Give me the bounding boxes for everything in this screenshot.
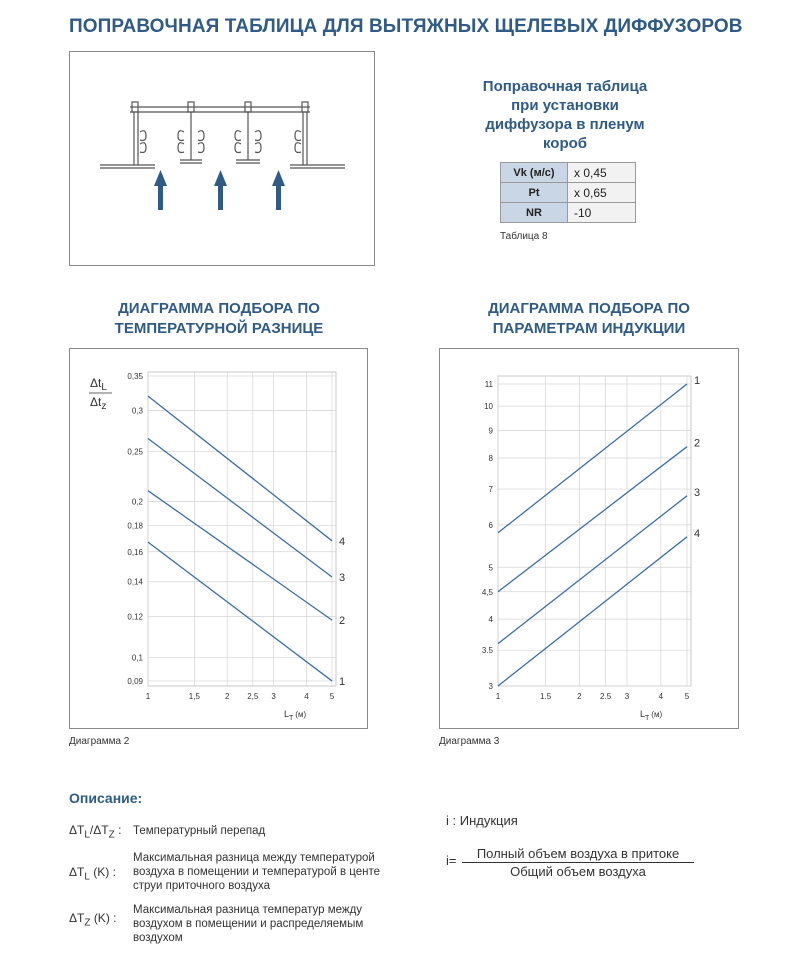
diagram3-title-line1: ДИАГРАММА ПОДБОРА ПО xyxy=(488,300,690,317)
diagram2-title xyxy=(69,299,369,339)
y-tick-label: 8 xyxy=(488,454,493,464)
x-tick-label: 4 xyxy=(304,692,309,701)
table-key: NR xyxy=(501,203,568,223)
series-label-2: 2 xyxy=(339,615,346,628)
correction-table-title: Поправочная таблица при установки диффузора в пленум короб xyxy=(482,78,648,152)
x-tick-label: 2 xyxy=(577,692,582,701)
diagram3-caption: Диаграмма 3 xyxy=(439,736,500,747)
series-label-4: 4 xyxy=(694,527,701,540)
y-tick-label: 5 xyxy=(488,563,493,573)
diagram2-panel xyxy=(69,348,368,729)
formula-denominator: Общий объем воздуха xyxy=(510,864,646,879)
table-row xyxy=(501,183,636,203)
x-axis-label: $L_T$ (м) xyxy=(284,709,307,722)
series-line-1 xyxy=(148,542,332,681)
diagram2-title-line2: ТЕМПЕРАТУРНОЙ РАЗНИЦЕ xyxy=(114,320,324,337)
y-tick-label: 11 xyxy=(484,380,493,389)
y-tick-label: 3.5 xyxy=(481,646,493,656)
series-line-4 xyxy=(498,537,687,686)
table-value: x 0,65 xyxy=(568,183,636,203)
diffuser-section-drawing xyxy=(70,52,374,265)
y-tick-label: 0,25 xyxy=(127,447,143,457)
induction-definition: i : Индукция xyxy=(446,813,518,828)
x-tick-label: 4 xyxy=(658,692,664,701)
y-tick-label: 9 xyxy=(488,426,493,436)
y-axis-label-numerator: $\Delta t_L$ xyxy=(90,376,107,393)
y-tick-label: 0,1 xyxy=(131,653,143,663)
description-text-3: Максимальная разница температур между воздухом в помещении и распределяемым воздухом xyxy=(133,904,364,944)
x-tick-label: 5 xyxy=(329,692,335,701)
x-tick-label: 1 xyxy=(145,692,151,701)
y-tick-label: 0,09 xyxy=(127,676,143,686)
x-tick-label: 1,5 xyxy=(188,692,200,701)
correction-table xyxy=(500,162,636,223)
y-tick-label: 0,16 xyxy=(127,547,143,557)
airflow-arrows xyxy=(154,170,285,210)
description-symbol-2: $\Delta T_L$ (K) : xyxy=(69,865,116,883)
description-text-1: Температурный перепад xyxy=(133,825,266,837)
description-symbol-3: $\Delta T_Z$ (K) : xyxy=(69,911,117,929)
plot-area xyxy=(498,376,691,686)
x-tick-label: 2.5 xyxy=(600,692,612,701)
series-label-3: 3 xyxy=(694,486,701,499)
diagram2-title-line1: ДИАГРАММА ПОДБОРА ПО xyxy=(118,300,320,317)
y-tick-label: 0,3 xyxy=(131,406,143,416)
description-symbol-1: $\Delta T_L/\Delta T_Z$ : xyxy=(69,823,122,841)
series-line-4 xyxy=(148,396,332,541)
series-label-1: 1 xyxy=(339,675,346,688)
series-label-4: 4 xyxy=(339,535,346,548)
y-tick-label: 10 xyxy=(484,402,493,412)
table-row xyxy=(501,203,636,223)
y-tick-label: 4 xyxy=(488,615,493,625)
x-tick-label: 1 xyxy=(495,692,501,701)
x-tick-label: 2 xyxy=(225,692,230,701)
description-text-2: Максимальная разница между температурой воздуха в помещении и температурой в центе струи приточного воздуха xyxy=(133,852,380,892)
y-tick-label: 6 xyxy=(488,520,493,530)
induction-formula-lhs: i= xyxy=(446,853,457,868)
diagram3-title xyxy=(439,299,739,339)
table-value: x 0,45 xyxy=(568,163,636,183)
temperature-chart xyxy=(70,349,367,728)
series-label-2: 2 xyxy=(694,437,701,450)
x-tick-label: 1.5 xyxy=(540,692,552,701)
y-tick-label: 0,18 xyxy=(127,521,143,531)
diagram3-panel xyxy=(439,348,739,729)
x-tick-label: 3 xyxy=(271,692,276,701)
diagram3-title-line2: ПАРАМЕТРАМ ИНДУКЦИИ xyxy=(492,320,686,337)
page-title: ПОПРАВОЧНАЯ ТАБЛИЦА ДЛЯ ВЫТЯЖНЫХ ЩЕЛЕВЫХ ДИФФУЗОРОВ xyxy=(69,16,743,37)
y-tick-label: 0,2 xyxy=(131,497,143,507)
induction-formula-fraction xyxy=(462,846,694,879)
table-row xyxy=(501,163,636,183)
series-label-3: 3 xyxy=(339,571,346,584)
table-key: Pt xyxy=(501,183,568,203)
description-heading: Описание: xyxy=(69,790,143,806)
diffuser-illustration-panel xyxy=(69,51,375,266)
y-axis-label-denominator: $\Delta t_z$ xyxy=(90,395,107,412)
series-label-1: 1 xyxy=(694,375,701,387)
correction-table-caption: Таблица 8 xyxy=(500,231,548,242)
formula-numerator: Полный объем воздуха в притоке xyxy=(462,846,694,863)
table-key: Vk (м/с) xyxy=(501,163,568,183)
table-value: -10 xyxy=(568,203,636,223)
y-tick-label: 3 xyxy=(488,682,493,691)
x-axis-label: $L_T$ (м) xyxy=(640,709,663,722)
induction-chart xyxy=(440,349,738,728)
x-tick-label: 3 xyxy=(624,692,630,701)
x-tick-label: 5 xyxy=(684,692,690,701)
y-tick-label: 4,5 xyxy=(481,587,493,597)
y-tick-label: 0,35 xyxy=(127,372,143,381)
y-tick-label: 0,14 xyxy=(127,577,143,587)
diagram2-caption: Диаграмма 2 xyxy=(69,736,130,747)
y-tick-label: 7 xyxy=(488,485,493,495)
x-tick-label: 2,5 xyxy=(247,692,259,701)
y-tick-label: 0,12 xyxy=(127,612,143,622)
